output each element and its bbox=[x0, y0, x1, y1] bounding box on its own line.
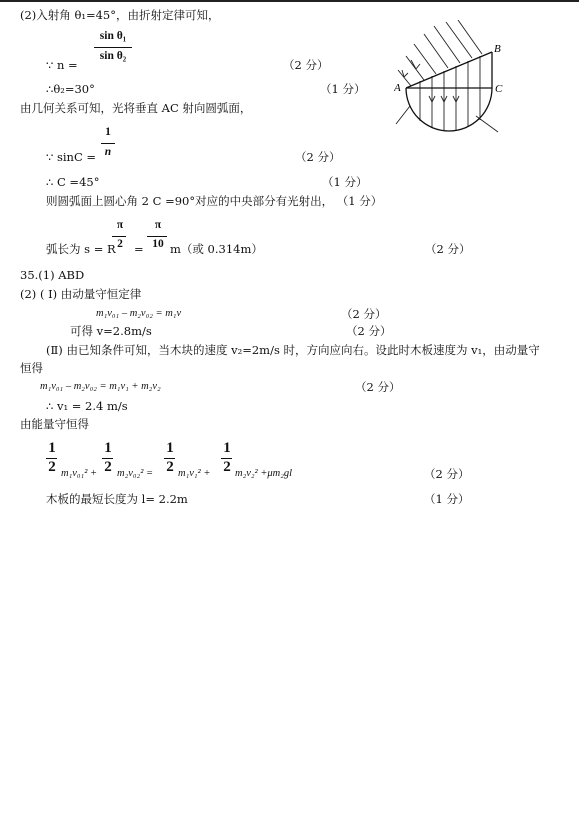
line-momentum-heading: (2) ( Ⅰ) 由动量守恒定律 bbox=[20, 287, 142, 301]
score-5: （2 分） bbox=[425, 242, 471, 256]
fraction-3-numerator: π bbox=[116, 219, 124, 231]
half-2-num: 1 bbox=[104, 440, 112, 456]
energy-term-2: m₂v₀₂² = bbox=[117, 468, 154, 479]
line-incident-angle: (2)入射角 θ₁=45°，由折射定律可知， bbox=[20, 8, 220, 22]
fraction-1-numerator: sin θ₁ bbox=[99, 30, 127, 42]
line-arc-length: 弧长为 s = R bbox=[46, 242, 116, 256]
fraction-2-bar bbox=[101, 143, 115, 144]
fraction-4-denominator: 10 bbox=[152, 238, 164, 250]
line-n-equals: ∵ n = bbox=[46, 58, 78, 72]
label-c: C bbox=[495, 83, 503, 95]
eq-momentum-1: m₁v₀₁ – m₂v₀₂ = m₁v bbox=[96, 308, 182, 319]
equals-sign: = bbox=[134, 242, 144, 256]
half-1-den: 2 bbox=[48, 459, 56, 475]
line-geometry: 由几何关系可知，光将垂直 AC 射向圆弧面， bbox=[20, 101, 252, 115]
energy-term-4: m₂v₂² +μm₂gl bbox=[235, 468, 293, 479]
line-arc-result: m（或 0.314m） bbox=[170, 242, 263, 256]
score-1: （2 分） bbox=[283, 58, 329, 72]
line-v-result: 可得 v=2.8m/s bbox=[70, 324, 152, 338]
line-part-ii-cont: 恒得 bbox=[20, 361, 43, 375]
half-4-num: 1 bbox=[223, 440, 231, 456]
top-rule bbox=[0, 0, 579, 2]
score-2: （1 分） bbox=[320, 82, 366, 96]
half-3-den: 2 bbox=[166, 459, 174, 475]
energy-term-1: m₁v₀₁² + bbox=[61, 468, 98, 479]
line-c45: ∴ C =45° bbox=[46, 175, 100, 189]
eq-momentum-2: m₁v₀₁ – m₂v₀₂ = m₁v₁ + m₂v₂ bbox=[40, 381, 161, 392]
score-9: （2 分） bbox=[424, 467, 470, 481]
fraction-3-denominator: 2 bbox=[117, 238, 123, 250]
score-3: （2 分） bbox=[295, 150, 341, 164]
fraction-2-numerator: 1 bbox=[105, 126, 111, 138]
line-v1-result: ∴ v₁ = 2.4 m/s bbox=[46, 399, 128, 413]
line-part-ii: (Ⅱ) 由已知条件可知，当木块的速度 v₂=2m/s 时，方向应向右。设此时木板速度为 v₁，由动量守 bbox=[46, 343, 540, 357]
semicircle-prism-figure bbox=[394, 20, 514, 136]
line-energy-heading: 由能量守恒得 bbox=[20, 417, 89, 431]
label-b: B bbox=[494, 43, 501, 55]
score-8: （2 分） bbox=[355, 380, 401, 394]
line-35-1: 35.(1) ABD bbox=[20, 268, 85, 282]
line-min-length: 木板的最短长度为 l= 2.2m bbox=[46, 492, 188, 506]
score-7: （2 分） bbox=[346, 324, 392, 338]
half-3-num: 1 bbox=[166, 440, 174, 456]
score-6: （2 分） bbox=[341, 307, 387, 321]
label-a: A bbox=[394, 82, 401, 94]
fraction-2-denominator: n bbox=[104, 146, 112, 158]
line-central-angle: 则圆弧面上圆心角 2 C =90°对应的中央部分有光射出， （1 分） bbox=[46, 194, 383, 208]
score-4: （1 分） bbox=[322, 175, 368, 189]
fraction-1-bar bbox=[94, 47, 132, 48]
fraction-1-denominator: sin θ₂ bbox=[99, 50, 127, 62]
line-theta2: ∴θ₂=30° bbox=[46, 82, 95, 96]
fraction-4-numerator: π bbox=[154, 219, 162, 231]
energy-term-3: m₁v₁² + bbox=[178, 468, 211, 479]
half-4-den: 2 bbox=[223, 459, 231, 475]
half-2-den: 2 bbox=[104, 459, 112, 475]
line-sinc: ∵ sinC = bbox=[46, 150, 97, 164]
half-1-num: 1 bbox=[48, 440, 56, 456]
score-10: （1 分） bbox=[424, 492, 470, 506]
